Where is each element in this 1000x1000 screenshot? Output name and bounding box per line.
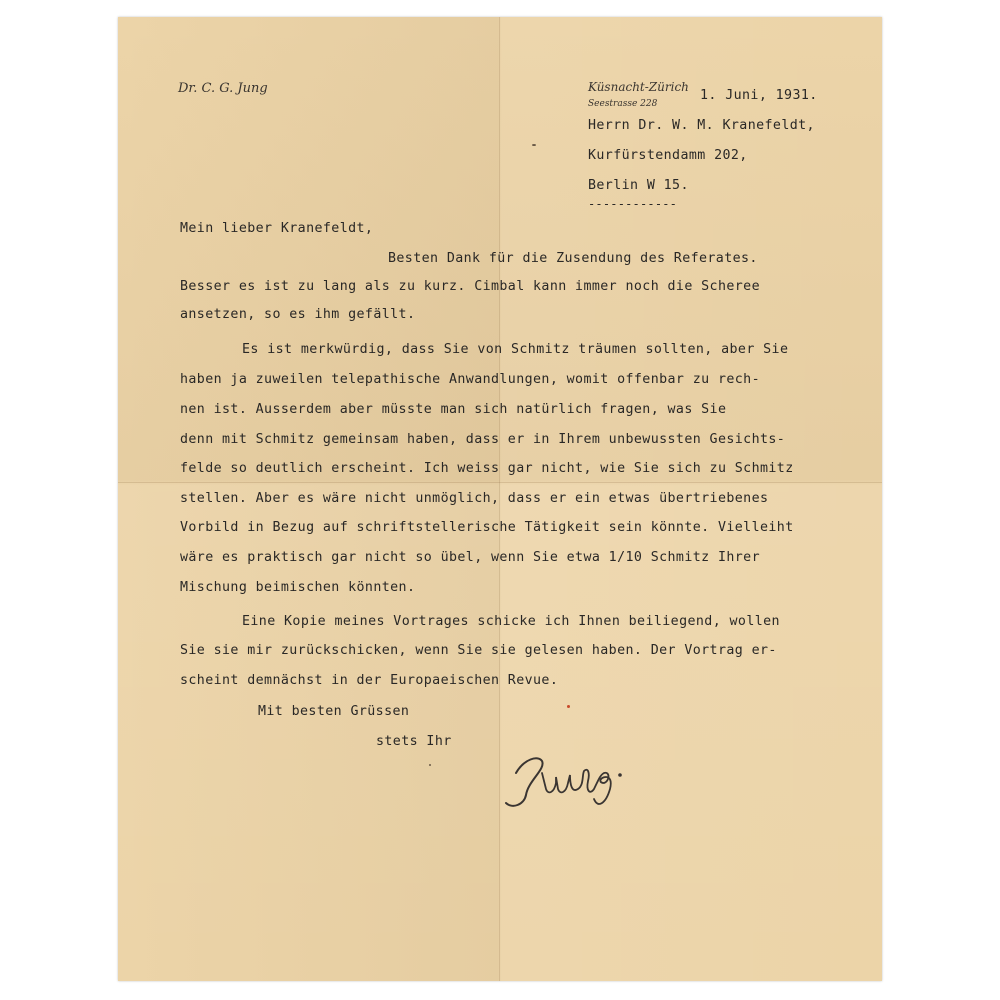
body-line-10: Vorbild in Bezug auf schriftstellerische Tätigkeit sein könnte. Vielleiht <box>180 520 794 535</box>
recipient-line-1: Herrn Dr. W. M. Kranefeldt, <box>588 118 815 133</box>
letterhead-street: Seestrasse 228 <box>588 99 658 109</box>
letter-date: 1. Juni, 1931. <box>700 88 818 103</box>
recipient-underline: ------------ <box>588 197 678 211</box>
ink-spot <box>567 705 570 708</box>
body-line-1: Besten Dank für die Zusendung des Referates. <box>388 251 758 266</box>
closing: Mit besten Grüssen <box>258 704 410 719</box>
body-line-2: Besser es ist zu lang als zu kurz. Cimbal kann immer noch die Scheree <box>180 279 760 294</box>
letterhead-sender: Dr. C. G. Jung <box>178 81 268 96</box>
body-line-12: Mischung beimischen könnten. <box>180 580 416 595</box>
body-line-13: Eine Kopie meines Vortrages schicke ich Ihnen beiliegend, wollen <box>242 614 780 629</box>
body-line-3: ansetzen, so es ihm gefällt. <box>180 307 416 322</box>
letterhead-place: Küsnacht-Zürich <box>588 80 689 94</box>
body-line-5: haben ja zuweilen telepathische Anwandlungen, womit offenbar zu rech- <box>180 372 760 387</box>
paper-mark <box>429 764 431 766</box>
salutation: Mein lieber Kranefeldt, <box>180 221 374 236</box>
body-line-7: denn mit Schmitz gemeinsam haben, dass er in Ihrem unbewussten Gesichts- <box>180 432 786 447</box>
body-line-14: Sie sie mir zurückschicken, wenn Sie sie gelesen haben. Der Vortrag er- <box>180 643 777 658</box>
recipient-line-2: Kurfürstendamm 202, <box>588 148 748 163</box>
body-line-15: scheint demnächst in der Europaeischen Revue. <box>180 673 559 688</box>
horizontal-fold <box>118 482 882 483</box>
letter-paper <box>118 17 882 981</box>
body-line-6: nen ist. Ausserdem aber müsste man sich natürlich fragen, was Sie <box>180 402 727 417</box>
body-line-4: Es ist merkwürdig, dass Sie von Schmitz träumen sollten, aber Sie <box>242 342 789 357</box>
handwritten-signature <box>498 737 648 817</box>
closing-2: stets Ihr <box>376 734 452 749</box>
paper-mark <box>532 144 536 146</box>
body-line-11: wäre es praktisch gar nicht so übel, wenn Sie etwa 1/10 Schmitz Ihrer <box>180 550 760 565</box>
recipient-line-3: Berlin W 15. <box>588 178 689 193</box>
body-line-9: stellen. Aber es wäre nicht unmöglich, dass er ein etwas übertriebenes <box>180 491 769 506</box>
body-line-8: felde so deutlich erscheint. Ich weiss gar nicht, wie Sie sich zu Schmitz <box>180 461 794 476</box>
